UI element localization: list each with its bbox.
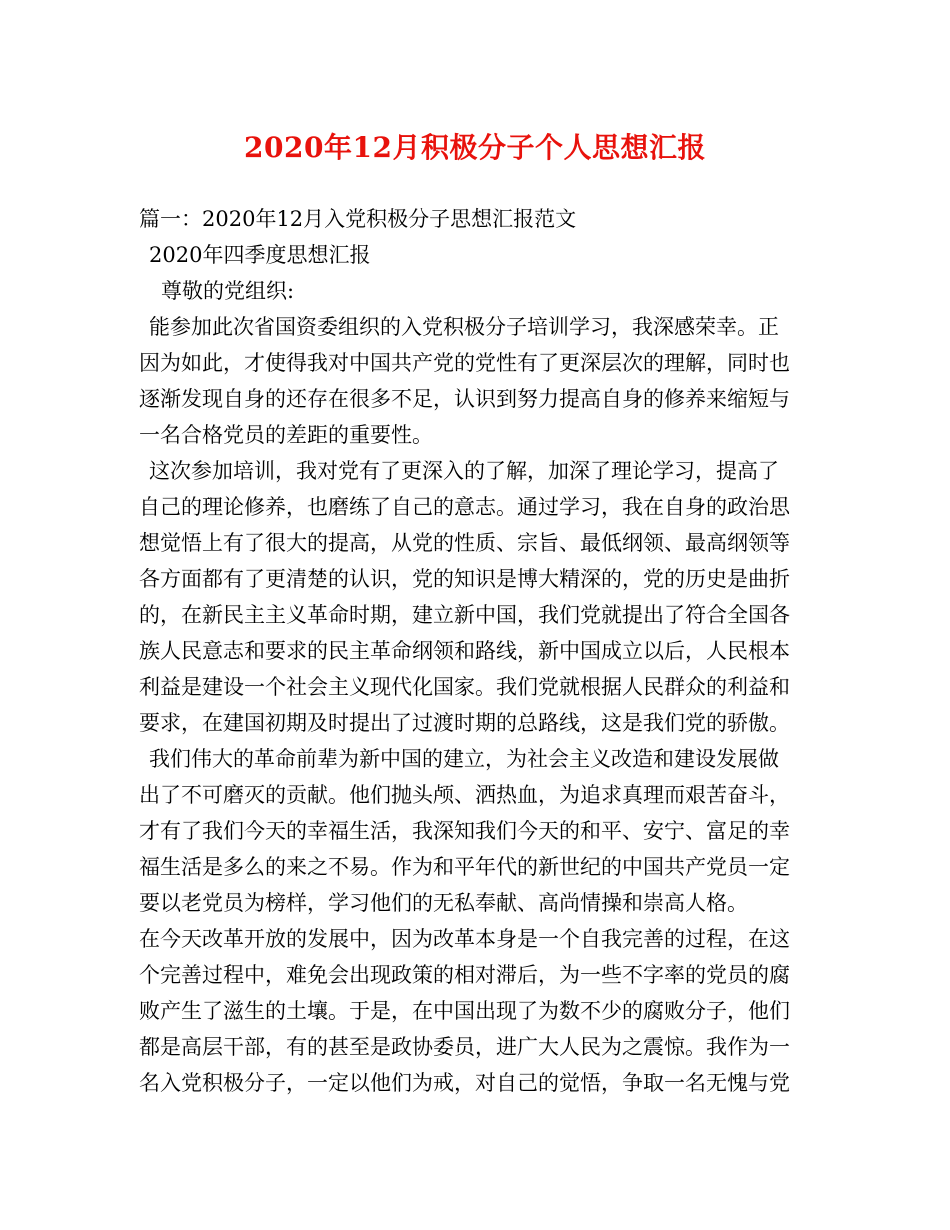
report-subheading: 2020年四季度思想汇报 <box>149 243 371 267</box>
text-line: 我们伟大的革命前辈为新中国的建立，为社会主义改造和建设发展做 <box>149 747 779 771</box>
text-line: 出了不可磨灭的贡献。他们抛头颅、洒热血，为追求真理而艰苦奋斗， <box>139 783 790 807</box>
text-line: 想觉悟上有了很大的提高，从党的性质、宗旨、最低纲领、最高纲领等 <box>139 531 790 555</box>
text-line: 败产生了滋生的土壤。于是，在中国出现了为数不少的腐败分子，他们 <box>139 999 790 1023</box>
text-line: 各方面都有了更清楚的认识，党的知识是博大精深的，党的历史是曲折 <box>139 567 790 591</box>
text-line: 要求，在建国初期及时提出了过渡时期的总路线，这是我们党的骄傲。 <box>139 711 790 735</box>
text-line: 一名合格党员的差距的重要性。 <box>139 423 433 447</box>
section-heading: 篇一：2020年12月入党积极分子思想汇报范文 <box>139 207 577 231</box>
text-line: 因为如此，才使得我对中国共产党的党性有了更深层次的理解，同时也 <box>139 351 790 375</box>
text-line: 名入党积极分子，一定以他们为戒，对自己的觉悟，争取一名无愧与党 <box>139 1071 790 1095</box>
paragraph-lines <box>139 309 819 1101</box>
text-line: 利益是建设一个社会主义现代化国家。我们党就根据人民群众的利益和 <box>139 675 790 699</box>
document-body <box>139 201 819 1101</box>
text-line: 个完善过程中，难免会出现政策的相对滞后，为一些不字率的党员的腐 <box>139 963 790 987</box>
text-line: 才有了我们今天的幸福生活，我深知我们今天的和平、安宁、富足的幸 <box>139 819 790 843</box>
text-line: 族人民意志和要求的民主革命纲领和路线，新中国成立以后，人民根本 <box>139 639 790 663</box>
text-line: 能参加此次省国资委组织的入党积极分子培训学习，我深感荣幸。正 <box>149 315 779 339</box>
text-line: 都是高层干部，有的甚至是政协委员，进广大人民为之震惊。我作为一 <box>139 1035 790 1059</box>
text-line: 要以老党员为榜样，学习他们的无私奉献、高尚情操和崇高人格。 <box>139 891 748 915</box>
salutation: 尊敬的党组织: <box>161 279 295 303</box>
text-line: 福生活是多么的来之不易。作为和平年代的新世纪的中国共产党员一定 <box>139 855 790 879</box>
text-line: 的，在新民主主义革命时期，建立新中国，我们党就提出了符合全国各 <box>139 603 790 627</box>
text-line: 自己的理论修养，也磨练了自己的意志。通过学习，我在自身的政治思 <box>139 495 790 519</box>
document-title: 2020年12月积极分子个人思想汇报 <box>244 131 706 164</box>
text-line: 这次参加培训，我对党有了更深入的了解，加深了理论学习，提高了 <box>149 459 779 483</box>
text-line: 在今天改革开放的发展中，因为改革本身是一个自我完善的过程，在这 <box>139 927 790 951</box>
text-line: 逐渐发现自身的还存在很多不足，认识到努力提高自身的修养来缩短与 <box>139 387 790 411</box>
